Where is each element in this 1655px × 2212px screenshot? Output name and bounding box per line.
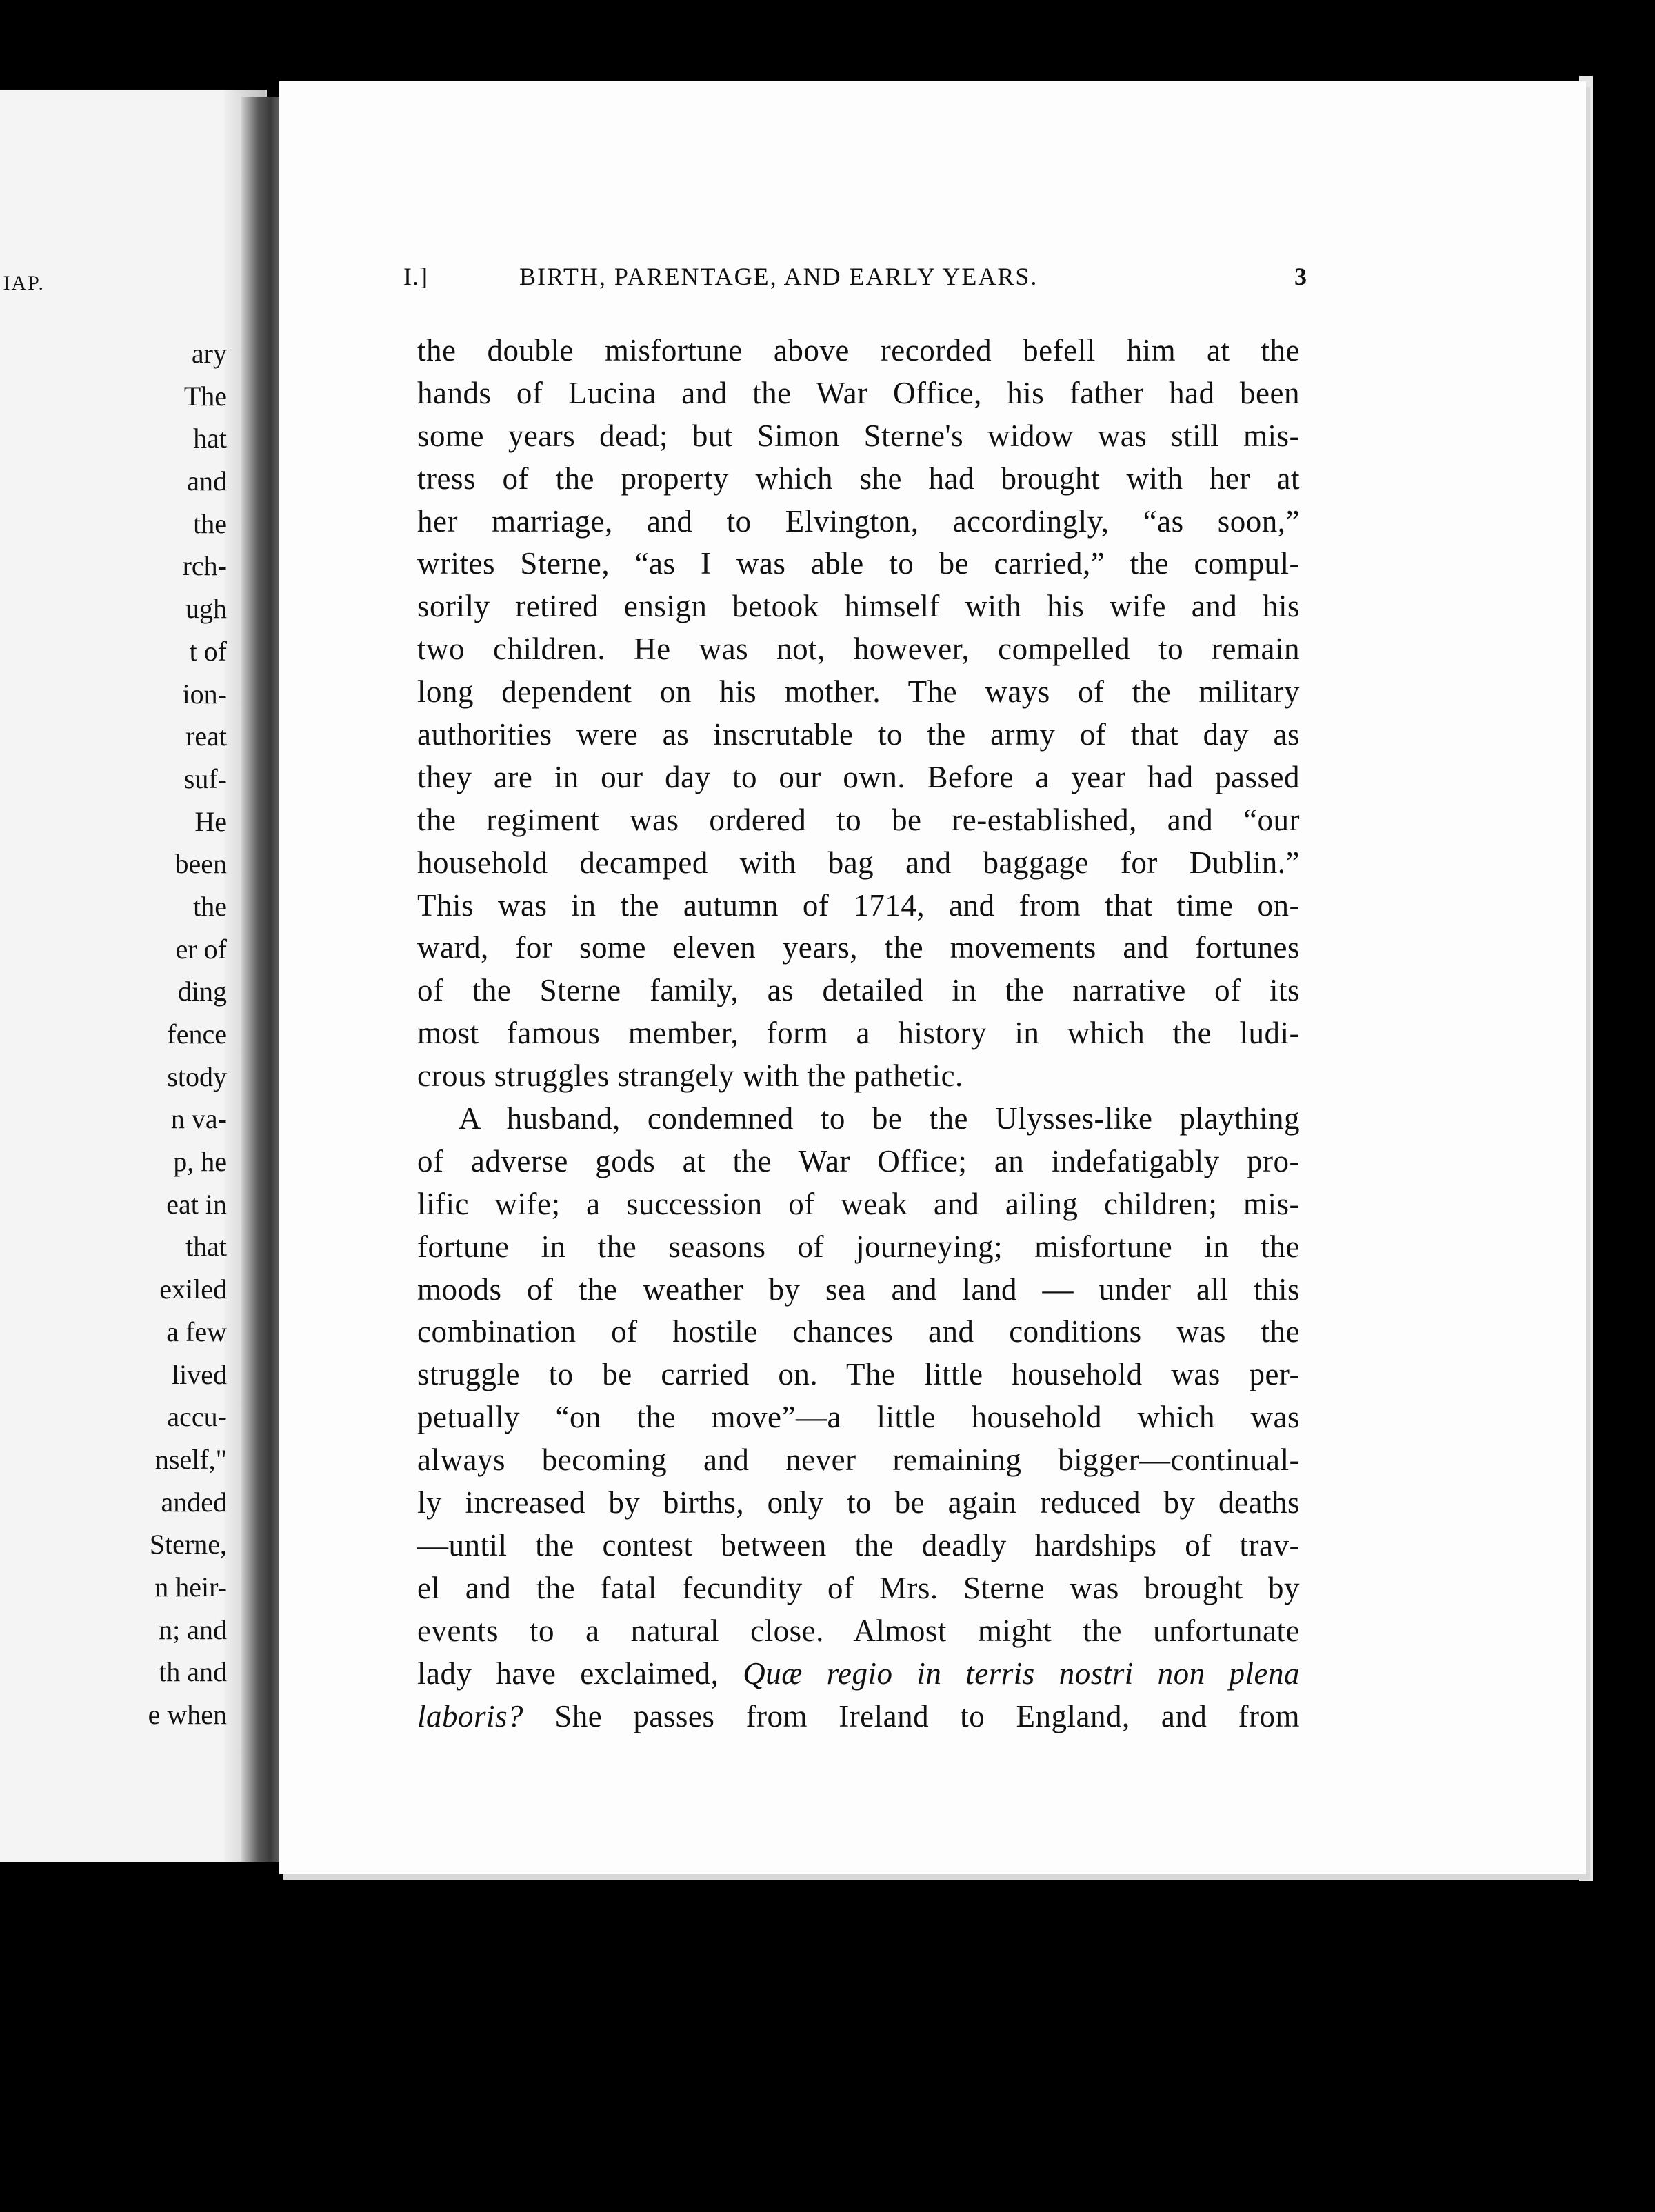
- left-page-line: suf-: [183, 763, 227, 794]
- left-page-line: that: [185, 1231, 227, 1263]
- left-page-line: a few: [166, 1316, 227, 1347]
- text-fragment: She passes from Ireland to England, and from: [554, 1698, 1301, 1733]
- left-page-line: ugh: [185, 593, 227, 625]
- left-page-line: been: [174, 848, 227, 880]
- left-page-line: n heir-: [154, 1571, 227, 1602]
- text-line: events to a natural close. Almost might the unfortunate: [417, 1613, 1300, 1648]
- left-page-line: He: [194, 805, 227, 837]
- text-line: the regiment was ordered to be re-established, and “our: [417, 802, 1300, 837]
- left-page-line: hat: [193, 423, 227, 454]
- left-page-running-head: IAP.: [3, 272, 45, 294]
- text-line: her marriage, and to Elvington, accordingly, “as soon,”: [417, 503, 1300, 539]
- text-line: household decamped with bag and baggage for Dublin.”: [417, 845, 1300, 880]
- text-fragment: lady have exclaimed,: [417, 1656, 719, 1691]
- chapter-mark: I.]: [403, 263, 428, 290]
- text-line: they are in our day to our own. Before a year had passed: [417, 759, 1300, 794]
- page-number: 3: [1294, 263, 1307, 290]
- left-page-line: ion-: [182, 678, 227, 710]
- left-page-line: the: [193, 890, 227, 922]
- text-line: long dependent on his mother. The ways of the military: [417, 674, 1300, 710]
- left-page-line: ary: [191, 338, 227, 369]
- left-page-line: th and: [159, 1656, 227, 1688]
- left-page-line: and: [187, 465, 227, 497]
- text-line: two children. He was not, however, compelled to remain: [417, 632, 1300, 667]
- text-line: crous struggles strangely with the pathetic.: [417, 1058, 963, 1094]
- text-line: el and the fatal fecundity of Mrs. Sterne was brought by: [417, 1570, 1300, 1605]
- left-facing-page: [0, 90, 267, 1862]
- left-page-line: anded: [161, 1486, 227, 1518]
- left-page-text: [0, 332, 231, 1736]
- text-line: ly increased by births, only to be again reduced by deaths: [417, 1485, 1300, 1520]
- left-page-line: ding: [177, 976, 227, 1007]
- left-page-line: exiled: [159, 1274, 227, 1305]
- text-line: always becoming and never remaining bigger—continual-: [417, 1442, 1300, 1478]
- page-header: [403, 262, 1307, 303]
- text-line: of the Sterne family, as detailed in the narrative of its: [417, 973, 1300, 1008]
- latin-quotation: Quæ regio in terris nostri non plena: [743, 1656, 1301, 1691]
- left-page-line: er of: [175, 933, 227, 965]
- text-line: [417, 1696, 1300, 1738]
- text-line: A husband, condemned to be the Ulysses-like plaything: [459, 1101, 1300, 1136]
- text-line: authorities were as inscrutable to the army of that day as: [417, 717, 1300, 752]
- text-line: sorily retired ensign betook himself with his wife and his: [417, 589, 1300, 624]
- left-page-line: lived: [172, 1358, 227, 1390]
- left-page-line: reat: [185, 721, 227, 752]
- left-page-line: p, he: [173, 1146, 227, 1178]
- left-page-line: accu-: [167, 1401, 227, 1433]
- left-page-line: the: [193, 507, 227, 539]
- text-line: some years dead; but Simon Sterne's widow was still mis-: [417, 418, 1300, 453]
- text-line: the double misfortune above recorded befell him at the: [417, 333, 1300, 368]
- left-page-line: rch-: [182, 550, 227, 582]
- body-text: [417, 330, 1300, 1738]
- text-line: moods of the weather by sea and land — under all this: [417, 1271, 1300, 1307]
- text-line: most famous member, form a history in which the ludi-: [417, 1016, 1300, 1051]
- latin-quotation: laboris?: [417, 1698, 524, 1733]
- left-page-line: stody: [167, 1060, 227, 1092]
- text-line: —until the contest between the deadly hardships of trav-: [417, 1527, 1300, 1562]
- text-line: fortune in the seasons of journeying; misfortune in the: [417, 1229, 1300, 1264]
- text-line: hands of Lucina and the War Office, his father had been: [417, 375, 1300, 410]
- left-page-line: nself,": [154, 1443, 227, 1475]
- left-page-line: The: [183, 380, 227, 412]
- running-head: BIRTH, PARENTAGE, AND EARLY YEARS.: [519, 263, 1039, 290]
- right-page: [279, 81, 1586, 1874]
- left-page-line: eat in: [166, 1188, 227, 1220]
- text-line: ward, for some eleven years, the movements and fortunes: [417, 930, 1300, 965]
- text-line: This was in the autumn of 1714, and from that time on-: [417, 887, 1300, 923]
- left-page-line: n va-: [170, 1103, 227, 1135]
- left-page-line: n; and: [159, 1613, 227, 1645]
- left-page-line: Sterne,: [149, 1529, 227, 1560]
- left-page-line: fence: [167, 1018, 227, 1049]
- text-line: struggle to be carried on. The little household was per-: [417, 1357, 1300, 1392]
- text-line: [417, 1653, 1300, 1696]
- text-line: combination of hostile chances and conditions was the: [417, 1314, 1300, 1349]
- text-line: lific wife; a succession of weak and ailing children; mis-: [417, 1186, 1300, 1221]
- text-line: of adverse gods at the War Office; an indefatigably pro-: [417, 1143, 1300, 1178]
- left-page-line: t of: [189, 635, 227, 667]
- text-line: petually “on the move”—a little household which was: [417, 1400, 1300, 1435]
- left-page-line: e when: [148, 1699, 227, 1730]
- text-line: tress of the property which she had brought with her at: [417, 461, 1300, 496]
- text-line: writes Sterne, “as I was able to be carried,” the compul-: [417, 546, 1300, 581]
